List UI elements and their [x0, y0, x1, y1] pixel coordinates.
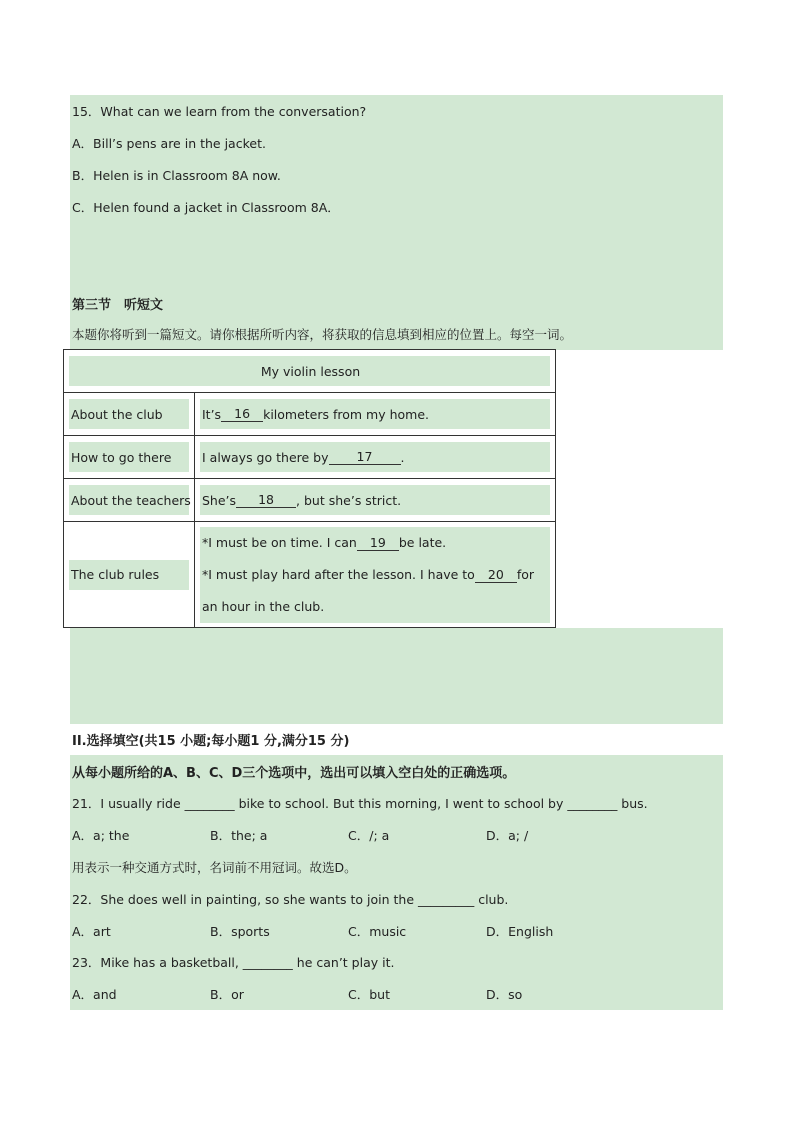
- blank-row: [70, 223, 723, 255]
- question-23: 23．Mike has a basketball, ________ he can’t play it.: [70, 946, 723, 978]
- violin-lesson-table: [63, 349, 556, 628]
- q23-option-a: A．and: [72, 987, 117, 1002]
- table-title: My violin lesson: [69, 356, 550, 386]
- q23-option-d: D．so: [486, 987, 523, 1002]
- q21-options: [70, 819, 723, 851]
- blank-row: [70, 628, 723, 660]
- q22-option-a: A．art: [72, 924, 111, 939]
- q21-option-a: A．a; the: [72, 828, 130, 843]
- row-label: The club rules: [69, 560, 189, 590]
- q23-option-c: C．but: [348, 987, 390, 1002]
- row-content: It’s 16 kilometers from my home.: [200, 399, 550, 429]
- blank-16: 16: [221, 406, 263, 422]
- row-label: About the teachers: [69, 485, 189, 515]
- q15-option-c: C．Helen found a jacket in Classroom 8A．: [70, 191, 723, 223]
- q21-option-d: D．a; /: [486, 828, 529, 843]
- q23-option-b: B．or: [210, 987, 244, 1002]
- rules-content: [200, 527, 550, 623]
- blank-20: 20: [475, 567, 517, 583]
- question-15: 15．What can we learn from the conversation?: [70, 95, 723, 127]
- section-3-instruction: 本题你将听到一篇短文。请你根据所听内容，将获取的信息填到相应的位置上。每空一词。: [70, 318, 723, 350]
- q22-options: [70, 915, 723, 947]
- q15-option-a: A．Bill’s pens are in the jacket.: [70, 127, 723, 159]
- q15-option-b: B．Helen is in Classroom 8A now.: [70, 159, 723, 191]
- blank-row: [70, 660, 723, 692]
- q22-option-b: B．sports: [210, 924, 270, 939]
- q22-option-d: D．English: [486, 924, 554, 939]
- table-row: [64, 436, 556, 479]
- row-content: She’s 18 , but she’s strict.: [200, 485, 550, 515]
- q23-options: [70, 978, 723, 1010]
- row-content: I always go there by 17 .: [200, 442, 550, 472]
- blank-row: [70, 692, 723, 724]
- blank-19: 19: [357, 535, 399, 551]
- q22-option-c: C．music: [348, 924, 407, 939]
- row-label: How to go there: [69, 442, 189, 472]
- part-2-instruction: 从每小题所给的A、B、C、D三个选项中，选出可以填入空白处的正确选项。: [70, 755, 723, 787]
- row-label: About the club: [69, 399, 189, 429]
- part-2-heading: II.选择填空(共15 小题;每小题1 分,满分15 分): [72, 733, 350, 749]
- blank-row: [70, 255, 723, 287]
- blank-17: 17: [329, 449, 401, 465]
- table-row: [64, 479, 556, 522]
- q21-option-b: B．the; a: [210, 828, 268, 843]
- rule-line-3: an hour in the club.: [202, 599, 325, 614]
- table-row: [64, 393, 556, 436]
- q21-option-c: C．/; a: [348, 828, 390, 843]
- blank-18: 18: [236, 492, 296, 508]
- question-21: 21．I usually ride ________ bike to school. But this morning, I went to school by ________ bus.: [70, 787, 723, 819]
- table-row: [64, 522, 556, 628]
- question-22: 22．She does well in painting, so she wants to join the _________ club.: [70, 883, 723, 915]
- q21-explanation: 用表示一种交通方式时，名词前不用冠词。故选D。: [70, 851, 723, 883]
- rule-line-2: *I must play hard after the lesson. I have to 20 for: [202, 566, 535, 582]
- table-title-cell: [64, 350, 556, 393]
- rule-line-1: *I must be on time. I can 19 be late.: [202, 534, 447, 550]
- section-3-title: 第三节 听短文: [70, 287, 723, 319]
